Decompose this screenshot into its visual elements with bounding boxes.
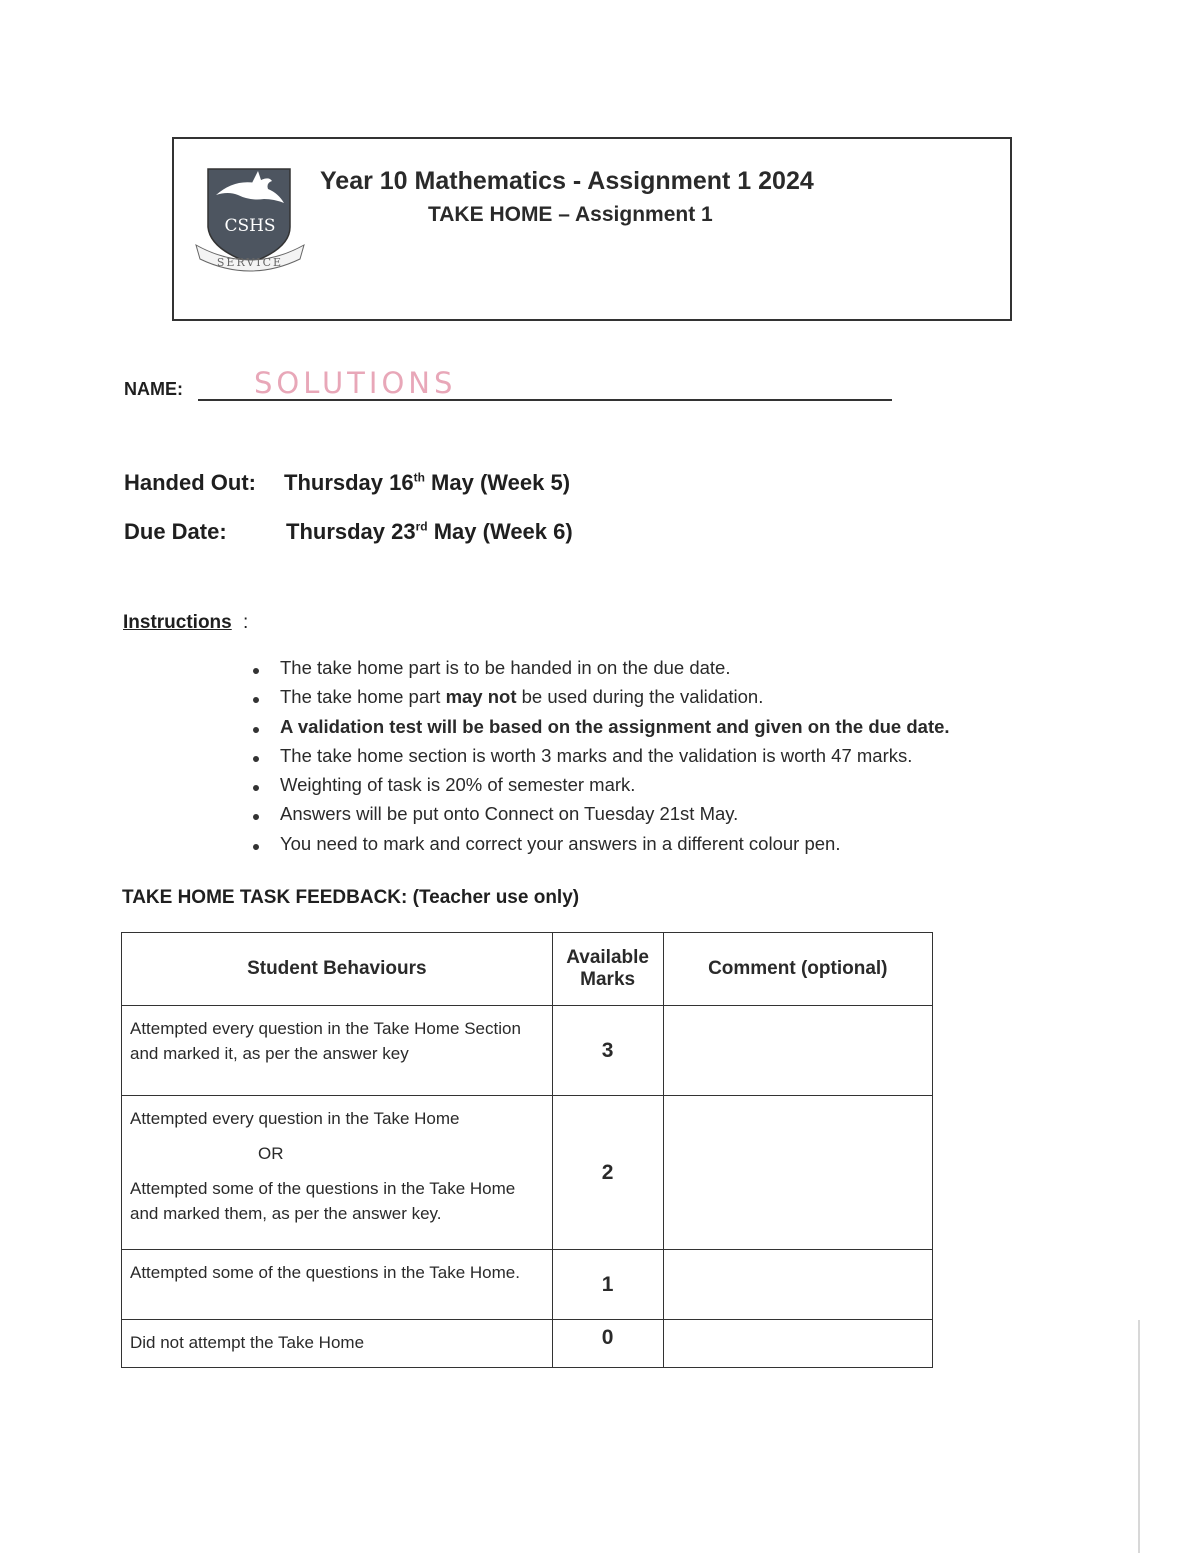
svg-text:CSHS: CSHS (224, 216, 276, 236)
feedback-table (121, 932, 933, 1368)
instruction-item: The take home part is to be handed in on the due date. (250, 657, 950, 686)
name-label: NAME: (124, 379, 183, 399)
table-row (122, 1006, 933, 1096)
instruction-item: Answers will be put onto Connect on Tuesday 21st May. (250, 803, 950, 832)
instruction-item: The take home section is worth 3 marks and the validation is worth 47 marks. (250, 745, 950, 774)
name-field (124, 366, 894, 406)
comment-cell[interactable] (663, 1096, 932, 1250)
table-row (122, 1320, 933, 1368)
document-subtitle: TAKE HOME – Assignment 1 (428, 203, 713, 226)
comment-cell[interactable] (663, 1006, 932, 1096)
column-header-marks: Available Marks (552, 933, 663, 1006)
due-date-label: Due Date: (124, 519, 227, 544)
due-date-value: Thursday 23rd May (Week 6) (286, 519, 573, 544)
header-box (172, 137, 1012, 321)
behaviour-cell: Did not attempt the Take Home (122, 1320, 553, 1368)
column-header-behaviours: Student Behaviours (122, 933, 553, 1006)
instructions-colon: : (243, 612, 249, 633)
instruction-item: A validation test will be based on the assignment and given on the due date. (250, 716, 950, 745)
document-title: Year 10 Mathematics - Assignment 1 2024 (320, 167, 814, 195)
instructions-heading: Instructions (123, 612, 232, 633)
comment-cell[interactable] (663, 1250, 932, 1320)
table-header-row (122, 933, 933, 1006)
behaviour-cell: Attempted every question in the Take Home Section and marked it, as per the answer key (122, 1006, 553, 1096)
table-row (122, 1096, 933, 1250)
instruction-item: Weighting of task is 20% of semester mark. (250, 774, 950, 803)
behaviour-or: OR (258, 1144, 284, 1163)
handed-out-value: Thursday 16th May (Week 5) (284, 470, 571, 495)
svg-text:SERVICE: SERVICE (216, 256, 284, 269)
table-row (122, 1250, 933, 1320)
behaviour-text-b: Attempted some of the questions in the Take Home and marked them, as per the answer key. (130, 1179, 516, 1223)
column-header-comment: Comment (optional) (663, 933, 932, 1006)
marks-cell: 1 (552, 1250, 663, 1320)
comment-cell[interactable] (663, 1320, 932, 1368)
feedback-heading: TAKE HOME TASK FEEDBACK: (Teacher use only) (122, 887, 580, 908)
marks-cell: 2 (552, 1096, 663, 1250)
school-crest-logo-icon (194, 165, 306, 277)
marks-cell: 3 (552, 1006, 663, 1096)
instructions-list (250, 657, 950, 862)
behaviour-cell: Attempted some of the questions in the Take Home. (122, 1250, 553, 1320)
behaviour-text-a: Attempted every question in the Take Home (130, 1109, 460, 1128)
instruction-item: The take home part may not be used during the validation. (250, 686, 950, 715)
marks-cell: 0 (552, 1320, 663, 1368)
instruction-item: You need to mark and correct your answers in a different colour pen. (250, 833, 950, 862)
scan-edge-line (1138, 1320, 1140, 1553)
handed-out-label: Handed Out: (124, 470, 256, 495)
behaviour-cell (122, 1096, 553, 1250)
name-handwritten-value: SOLUTIONS (254, 366, 457, 400)
